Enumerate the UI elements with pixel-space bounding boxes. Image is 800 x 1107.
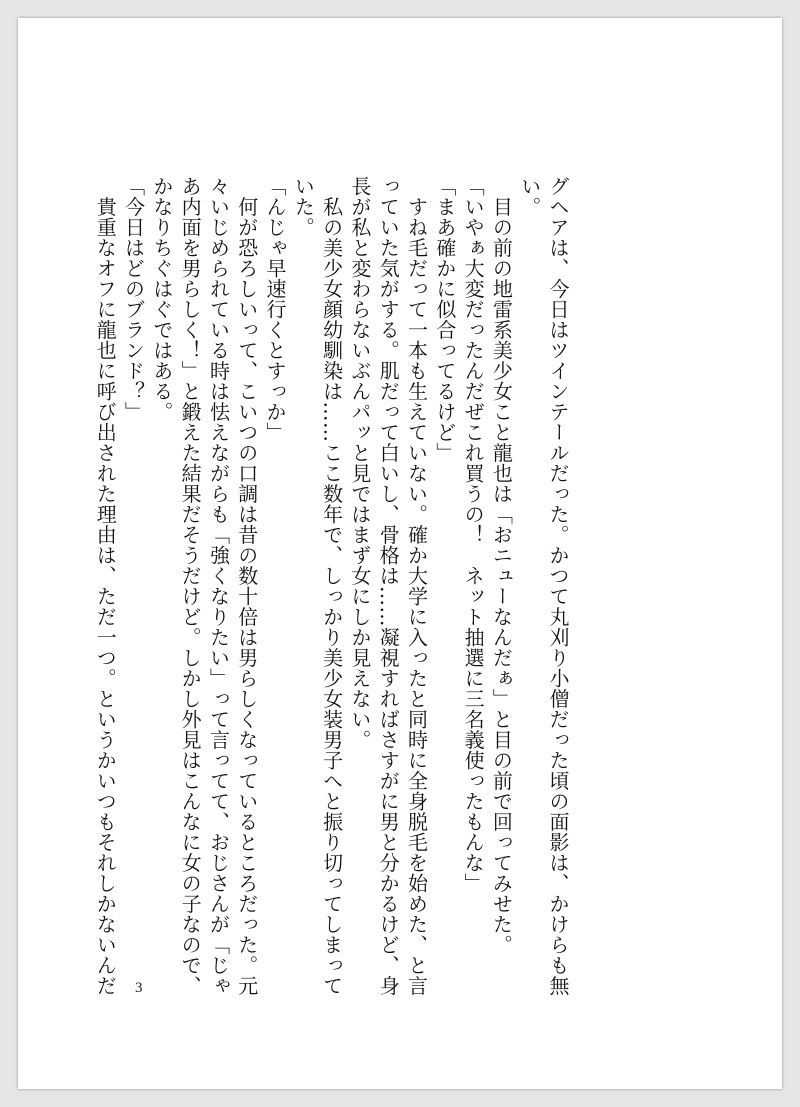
text-line: い。: [517, 176, 542, 217]
text-line: すね毛だって一本も生えていない。確か大学に入ったと同時に全身脱毛を始めた、と言: [404, 176, 429, 996]
text-line: 私の美少女顔幼馴染は……ここ数年で、しっかり美少女装男子へと振り切ってしまって: [319, 176, 344, 996]
text-line: グヘアは、今日はツインテールだった。かつて丸刈り小僧だった頃の面影は、かけらも無: [546, 176, 570, 996]
document-page: [18, 18, 782, 1089]
text-line: っていた気がする。肌だって白いし、骨格は……凝視すればさすがに男と分かるけど、身: [376, 176, 401, 996]
text-line: 目の前の地雷系美少女こと龍也は「おニューなんだぁ」と目の前で回ってみせた。: [489, 176, 514, 955]
text-line: 々いじめられている時は怯えながらも「強くなりたい」って言ってて、おじさんが「じゃ: [206, 176, 231, 996]
text-line: かなりちぐはぐではある。: [149, 176, 174, 422]
vertical-text-body: [91, 176, 572, 996]
text-line: 「んじゃ早速行くとすっか」: [263, 176, 288, 443]
text-line: 「まあ確かに似合ってるけど」: [432, 176, 457, 463]
text-line: 長が私と変わらないぶんパッと見ではまず女にしか見えない。: [347, 176, 372, 750]
text-line: あ内面を男らしく！」と鍛えた結果だそうだけど。しかし外見はこんなに女の子なので、: [178, 176, 203, 996]
text-line: 「今日はどのブランド？」: [121, 176, 146, 422]
text-line: 何が恐ろしいって、こいつの口調は昔の数十倍は男らしくなっているところだった。元: [234, 176, 259, 996]
text-line: 「いやぁ大変だったんだぜこれ買うの！ ネット抽選に三名義使ったもんな」: [461, 176, 486, 894]
page-number: 3: [135, 980, 143, 996]
text-line: 貴重なオフに龍也に呼び出された理由は、ただ一つ。というかいつもそれしかないんだ: [93, 176, 118, 996]
text-line: いた。: [291, 176, 316, 238]
